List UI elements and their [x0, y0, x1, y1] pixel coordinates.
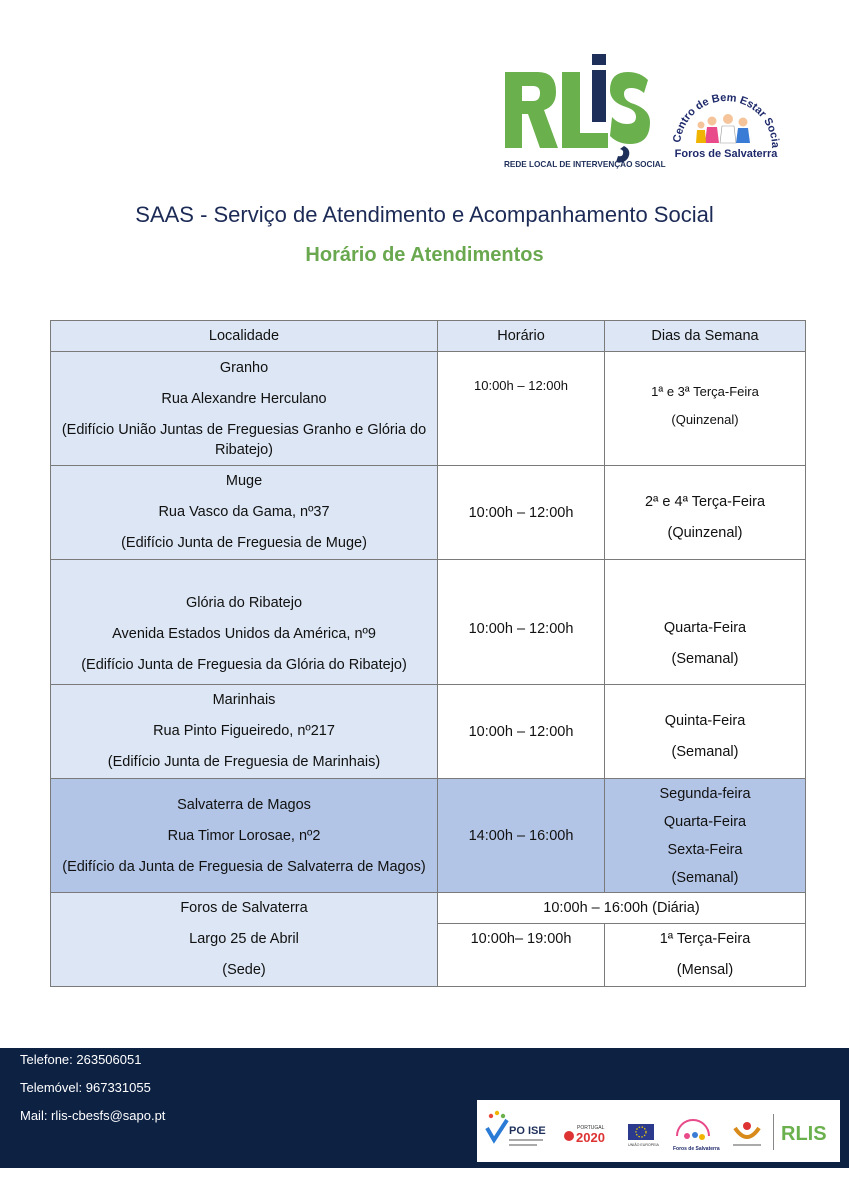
locality-street: Rua Timor Lorosae, nº2 — [167, 828, 321, 844]
cbes-arc-text: Centro de Bem Estar Socia — [671, 91, 782, 149]
cbes-small-text: Foros de Salvaterra — [673, 1146, 720, 1152]
cbes-caption: Foros de Salvaterra — [674, 148, 778, 160]
days-value: 2ª e 4ª Terça-Feira — [644, 493, 766, 510]
table-row-marinhais — [51, 685, 806, 779]
locality-building: (Edifício Junta de Freguesia de Marinhais) — [107, 754, 381, 770]
poise-text: PO ISE — [509, 1125, 546, 1137]
rlis-small-logo — [779, 1106, 835, 1156]
locality-cell — [51, 560, 438, 685]
page-subtitle: Horário de Atendimentos — [305, 244, 544, 266]
locality-name: Salvaterra de Magos — [177, 797, 311, 813]
days-frequency: (Semanal) — [671, 743, 739, 760]
locality-name: Muge — [225, 473, 263, 489]
portugal-text: PORTUGAL — [577, 1125, 605, 1131]
hours-cell — [438, 560, 605, 685]
hours-cell — [438, 779, 605, 893]
eu-flag-icon — [625, 1106, 659, 1156]
table-row-gloria — [51, 560, 806, 685]
cbes-small-logo — [671, 1106, 720, 1156]
days-cell — [605, 685, 806, 779]
locality-cell — [51, 779, 438, 893]
days-value: Quinta-Feira — [664, 712, 746, 729]
table-row-salvaterra — [51, 779, 806, 893]
locality-street: Rua Alexandre Herculano — [161, 391, 327, 407]
locality-cell — [51, 893, 438, 987]
portugal2020-text: 2020 — [576, 1130, 605, 1145]
days-cell — [605, 560, 806, 685]
hours-value: 10:00h – 12:00h — [468, 723, 574, 740]
footer-mail: Mail: rlis-cbesfs@sapo.pt — [20, 1108, 166, 1123]
locality-building: (Edifício União Juntas de Freguesias Granho e Glória do Ribatejo) — [61, 422, 427, 458]
hours-cell — [438, 924, 605, 987]
footer-bar — [0, 1048, 849, 1168]
daily-hours-value: 10:00h – 16:00h (Diária) — [543, 900, 700, 916]
header-horario: Horário — [438, 321, 605, 352]
hours-cell — [438, 466, 605, 560]
locality-name: Granho — [219, 360, 269, 376]
locality-street: Largo 25 de Abril — [189, 931, 299, 947]
hours-value: 14:00h – 16:00h — [468, 827, 574, 844]
hours-value: 10:00h– 19:00h — [470, 931, 572, 947]
days-value: Sexta-Feira — [667, 841, 743, 858]
table-row-foros — [51, 893, 806, 924]
hours-cell — [438, 685, 605, 779]
table-row-granho — [51, 352, 806, 466]
days-value: Segunda-feira — [659, 785, 751, 802]
page-title: SAAS - Serviço de Atendimento e Acompanhamento Social — [135, 202, 714, 227]
locality-cell — [51, 466, 438, 560]
sponsor-divider — [773, 1114, 774, 1150]
days-frequency: (Mensal) — [676, 962, 734, 978]
days-value: Quarta-Feira — [663, 620, 747, 636]
locality-name: Glória do Ribatejo — [185, 594, 303, 611]
portugal2020-logo — [561, 1106, 615, 1156]
schedule-table — [50, 320, 806, 987]
table-row-muge — [51, 466, 806, 560]
days-frequency: (Semanal) — [671, 869, 739, 886]
table-header-row — [51, 321, 806, 352]
days-frequency: (Quinzenal) — [667, 524, 743, 541]
hours-value: 10:00h – 12:00h — [474, 378, 568, 393]
sponsor-logos — [477, 1100, 840, 1162]
emblem-icon — [727, 1106, 767, 1156]
locality-cell — [51, 352, 438, 466]
footer-phone: Telefone: 263506051 — [20, 1052, 142, 1067]
locality-name: Foros de Salvaterra — [180, 900, 308, 916]
locality-street: Avenida Estados Unidos da América, nº9 — [112, 625, 376, 642]
days-cell — [605, 779, 806, 893]
locality-cell — [51, 685, 438, 779]
days-frequency: (Quinzenal) — [671, 412, 739, 427]
days-cell — [605, 466, 806, 560]
hours-cell — [438, 352, 605, 466]
locality-street: Rua Pinto Figueiredo, nº217 — [153, 723, 335, 739]
locality-building: (Edifício Junta de Freguesia da Glória do Ribatejo) — [81, 656, 407, 673]
rlis-caption: REDE LOCAL DE INTERVENÇÃO SOCIAL — [504, 160, 666, 169]
daily-hours-cell — [438, 893, 806, 924]
hours-value: 10:00h – 12:00h — [468, 504, 574, 521]
locality-building: (Sede) — [222, 962, 266, 978]
days-value: 1ª Terça-Feira — [659, 931, 751, 947]
rlis-logo — [500, 50, 666, 172]
locality-street: Rua Vasco da Gama, nº37 — [158, 504, 330, 520]
hours-value: 10:00h – 12:00h — [468, 621, 574, 637]
poise-logo — [483, 1106, 549, 1156]
days-cell — [605, 352, 806, 466]
locality-name: Marinhais — [212, 692, 276, 708]
footer-mobile: Telemóvel: 967331055 — [20, 1080, 151, 1095]
days-cell — [605, 924, 806, 987]
rlis-small-text: RLIS — [781, 1123, 827, 1145]
days-value: 1ª e 3ª Terça-Feira — [651, 384, 759, 399]
eu-text: UNIÃO EUROPEIA — [628, 1143, 659, 1147]
days-value: Quarta-Feira — [663, 813, 747, 830]
locality-building: (Edifício Junta de Freguesia de Muge) — [121, 535, 367, 551]
days-frequency: (Semanal) — [671, 651, 739, 667]
locality-building: (Edifício da Junta de Freguesia de Salvaterra de Magos) — [62, 859, 426, 875]
header-localidade: Localidade — [51, 321, 438, 352]
header-dias: Dias da Semana — [605, 321, 806, 352]
